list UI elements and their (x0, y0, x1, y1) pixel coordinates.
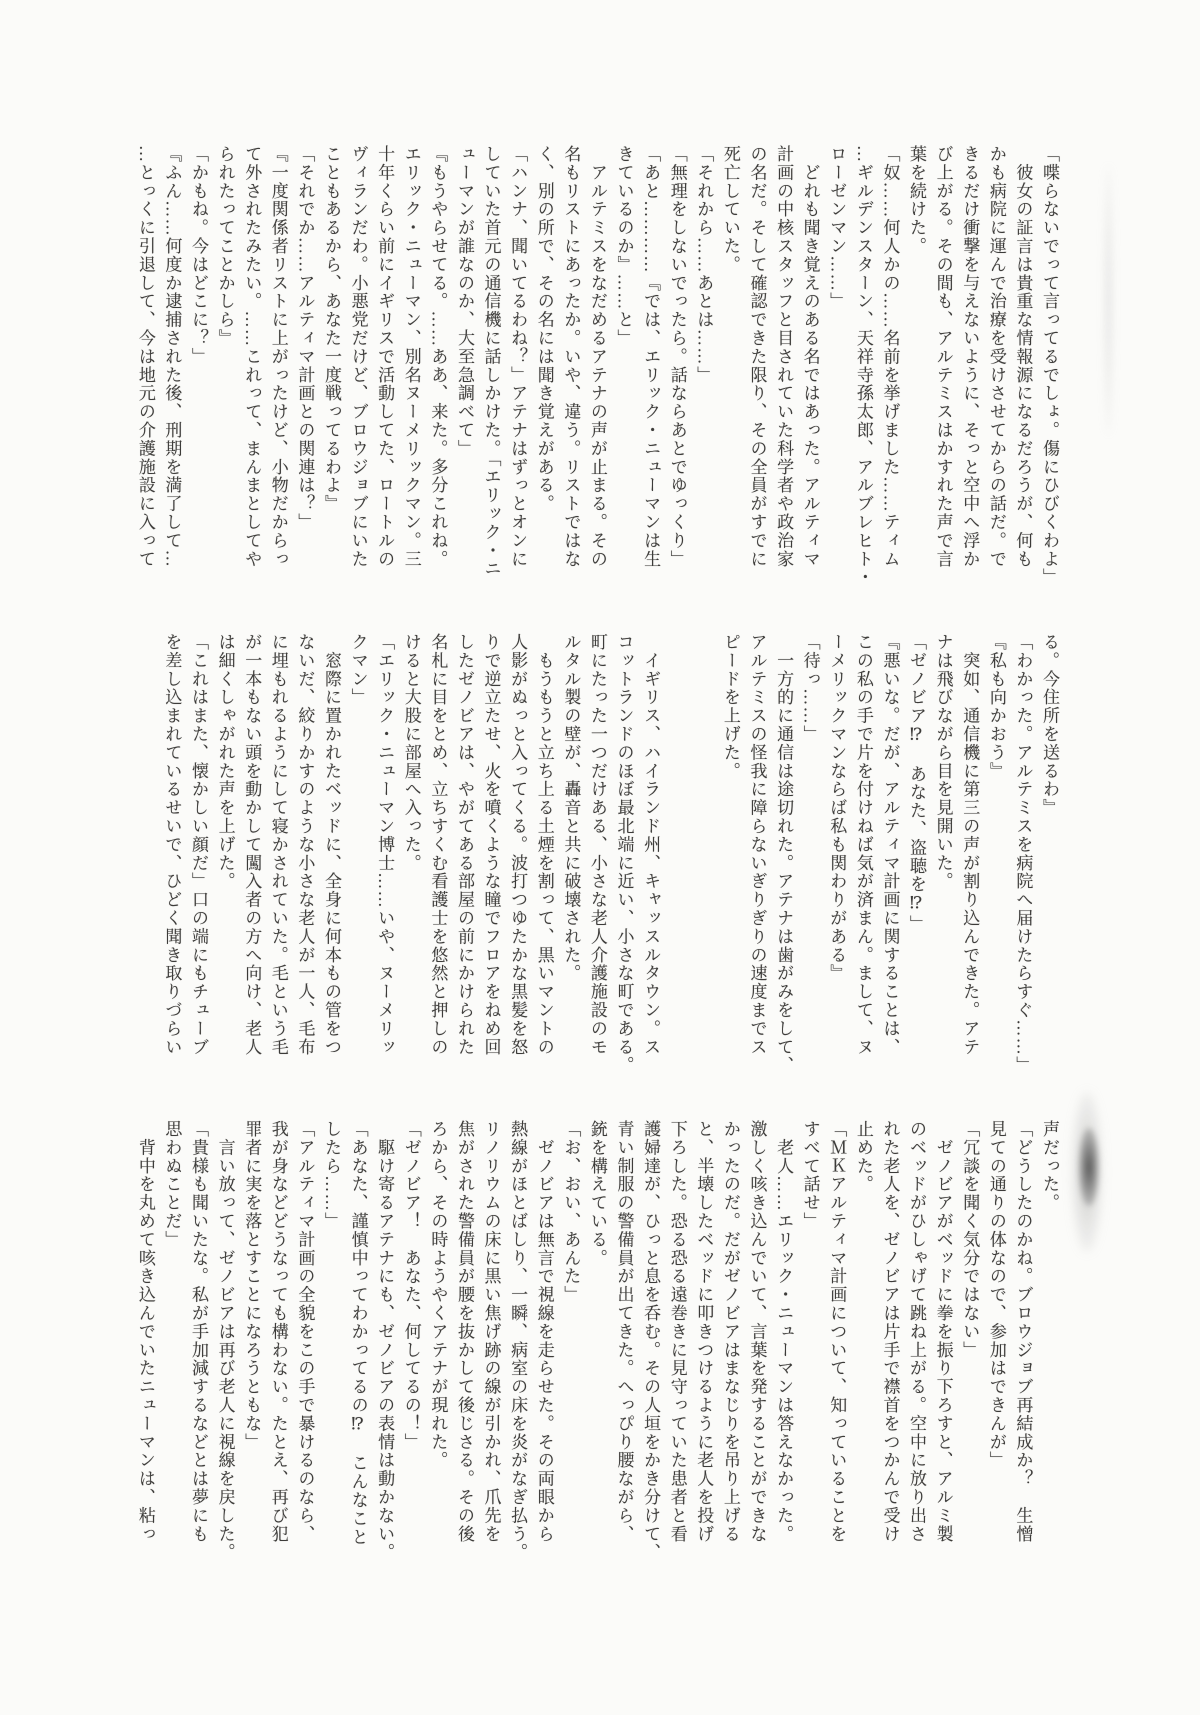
text-column: 窓際に置かれたベッドに、全身に何本もの管をつ (321, 633, 341, 1057)
text-column: リノリウムの床に黒い焦げ跡の線が引かれ、爪先を (481, 1120, 501, 1544)
text-column: ローゼンマン……」 (827, 145, 847, 311)
text-column: 「どうしたのかね。ブロウジョブ再結成か？ 生憎 (1013, 1120, 1033, 1544)
text-column: 「かもね。今はどこに？」 (189, 145, 208, 366)
text-column: 「アルティマ計画の全貌をこの手で暴けるのなら、 (295, 1120, 315, 1544)
text-column: 罪者に実を落とすことになろうともな」 (242, 1120, 262, 1452)
text-column: 「無理をしないでったら。話ならあとでゆっくり」 (667, 145, 687, 569)
text-column: ろから、その時ようやくアテナが現れた。 (428, 1120, 448, 1470)
text-column: 背中を丸めて咳き込んでいたニューマンは、粘っ (135, 1120, 155, 1544)
text-column: …とっくに引退して、今は地元の介護施設に入って (135, 145, 155, 569)
text-column: が一本もない頭を動かして闖入者の方へ向け、老人 (242, 633, 262, 1057)
text-band-top (131, 145, 1062, 617)
text-band-middle (158, 633, 1062, 1105)
scan-smudge-halo (1072, 1092, 1102, 1252)
text-column: 「エリック・ニューマン博士……いや、ヌーメリッ (375, 633, 395, 1057)
text-column: 「喋らないでって言ってるでしょ。傷にひびくわよ」 (1040, 145, 1059, 587)
text-column: 『もうやらせてる。……ああ、来た。多分これね。 (428, 145, 448, 569)
text-column: 名札に目をとめ、立ちすくむ看護士を悠然と押しの (428, 633, 448, 1057)
text-column: かったのだ。だがゼノビアはまなじりを吊り上げる (720, 1120, 740, 1544)
text-column: こともあるから、あなた一度戦ってるわよ』 (321, 145, 341, 513)
text-column: 「ハンナ、聞いてるわね？」アテナはずっとオンに (508, 145, 528, 569)
text-column: と、半壊したベッドに叩きつけるように老人を投げ (694, 1120, 714, 1544)
text-column: ーメリックマンならば私も関わりがある』 (827, 633, 847, 983)
text-column: 彼女の証言は貴重な情報源になるだろうが、何も (1013, 145, 1033, 569)
text-column: ゼノビアがベッドに拳を振り下ろすと、アルミ製 (933, 1120, 953, 1544)
text-column: したら……」 (321, 1120, 341, 1231)
text-column: アルテミスをなだめるアテナの声が止まる。その (587, 145, 607, 569)
text-column: る。今住所を送るわ』 (1040, 633, 1059, 817)
text-column: ゼノビアは無言で視線を走らせた。その両眼から (534, 1120, 554, 1544)
text-column: は細くしゃがれた声を上げた。 (215, 633, 235, 891)
text-column: …ギルデンスターン、天祥寺孫太郎、アルブレヒト・ (853, 145, 873, 587)
text-column: きるだけ衝撃を与えないように、そっと空中へ浮か (960, 145, 980, 569)
text-column: 人影がぬっと入ってくる。波打つゆたかな黒髪を怒 (508, 633, 528, 1057)
text-column: もうもうと立ち上る土煙を割って、黒いマントの (534, 633, 554, 1057)
text-column: ないだ、絞りかすのような小さな老人が一人、毛布 (295, 633, 315, 1057)
text-column: エリック・ニューマン、別名ヌーメリックマン。三 (401, 145, 421, 569)
text-column: りで逆立たせ、火を噴くような瞳でフロアをねめ回 (481, 633, 501, 1057)
text-column: の名だ。そして確認できた限り、その全員がすでに (747, 145, 767, 569)
text-column: ルタル製の壁が、轟音と共に破壊された。 (561, 633, 581, 983)
text-column: く、別の所で、その名には聞き覚えがある。 (534, 145, 554, 513)
text-column: 熱線がほとばしり、一瞬、病室の床を炎がなぎ払う。 (508, 1120, 528, 1562)
text-column: のベッドがひしゃげて跳ね上がる。空中に放り出さ (907, 1120, 927, 1544)
text-column: に埋もれるようにして寝かされていた。毛という毛 (268, 633, 288, 1057)
text-column (690, 633, 717, 1105)
text-column: れた老人を、ゼノビアは片手で襟首をつかんで受け (880, 1120, 900, 1544)
text-column: アルテミスの怪我に障らないぎりぎりの速度までス (747, 633, 767, 1057)
text-column: イギリス、ハイランド州、キャッスルタウン。ス (641, 633, 661, 1057)
text-column: この私の手で片を付けねば気が済まん。まして、ヌ (853, 633, 873, 1057)
text-column: 「あなた、謹慎中ってわかってるの⁉ こんなこと (348, 1120, 368, 1547)
text-column: コットランドのほぼ最北端に近い、小さな町である。 (614, 633, 634, 1075)
text-column: 『ふん……何度か逮捕された後、刑期を満了して… (162, 145, 182, 569)
text-column: 十年くらい前にイギリスで活動してた、ロートルの (375, 145, 395, 569)
text-column: ナは飛びながら目を見開いた。 (933, 633, 953, 891)
text-column: 「冗談を聞く気分ではない」 (960, 1120, 980, 1360)
text-column: を差し込まれているせいで、ひどく聞き取りづらい (162, 633, 182, 1057)
text-column: 我が身などどうなっても構わない。たとえ、再び犯 (268, 1120, 288, 1544)
text-column: 言い放って、ゼノビアは再び老人に視線を戻した。 (215, 1120, 235, 1562)
text-column: 『悪いな。だが、アルティマ計画に関することは、 (880, 633, 900, 1057)
text-column: 「これはまた、懐かしい顔だ」口の端にもチューブ (189, 633, 208, 1057)
text-column: 「それでか……アルティマ計画との関連は？」 (295, 145, 315, 532)
text-column: ピードを上げた。 (720, 633, 740, 781)
text-column: すべて話せ」 (800, 1120, 820, 1231)
text-column: 止めた。 (853, 1120, 873, 1194)
scan-smudge (1079, 1128, 1099, 1206)
text-column: び上がる。その間も、アルテミスはかすれた声で言 (933, 145, 953, 569)
scan-edge-streak (1104, 165, 1113, 435)
text-column: 『私も向かおう』 (986, 633, 1006, 781)
text-column: 突如、通信機に第三の声が割り込んできた。アテ (960, 633, 980, 1057)
text-column: 「わかった。アルテミスを病院へ届けたらすぐ……」 (1013, 633, 1033, 1075)
text-column: けると大股に部屋へ入った。 (401, 633, 421, 873)
text-column: していた首元の通信機に話しかけた。「エリック・ニ (481, 145, 501, 579)
text-column: 名もリストにあったか。いや、違う。リストではな (561, 145, 581, 569)
text-column: られたってことかしら』 (215, 145, 235, 348)
text-column: したゼノビアは、やがてある部屋の前にかけられた (454, 633, 474, 1057)
text-column: 思わぬことだ」 (162, 1120, 182, 1249)
text-column: 「貴様も聞いたな。私が手加減するなどとは夢にも (189, 1120, 208, 1544)
text-column: 「奴……何人かの……名前を挙げました……ティム (880, 145, 900, 569)
text-column: 「ゼノビア！ あなた、何してるの！」 (401, 1120, 421, 1452)
text-column: 町にたった一つだけある、小さな老人介護施設のモ (587, 633, 607, 1057)
text-column: どれも聞き覚えのある名ではあった。アルティマ (800, 145, 820, 569)
text-column: 青い制服の警備員が出てきた。へっぴり腰ながら、 (614, 1120, 634, 1544)
text-column: 銃を構えている。 (587, 1120, 607, 1268)
text-column: 駆け寄るアテナにも、ゼノビアの表情は動かない。 (375, 1120, 395, 1562)
text-column: 『一度関係者リストに上がったけど、小物だからっ (268, 145, 288, 569)
text-column: 声だった。 (1040, 1120, 1059, 1212)
text-column: 「待っ……」 (800, 633, 820, 744)
text-column: 激しく咳き込んでいて、言葉を発することができな (747, 1120, 767, 1544)
text-column: 老人……エリック・ニューマンは答えなかった。 (774, 1120, 794, 1544)
text-column: 焦がされた警備員が腰を抜かして後じさる。その後 (454, 1120, 474, 1544)
text-column: 計画の中核スタッフと目されていた科学者や政治家 (774, 145, 794, 569)
text-column: 下ろした。恐る恐る遠巻きに見守っていた患者と看 (667, 1120, 687, 1544)
text-column: 「あと…………『では、エリック・ニューマンは生 (641, 145, 661, 569)
text-column: ューマンが誰なのか、大至急調べて」 (454, 145, 474, 458)
text-column: かも病院に運んで治療を受けさせてからの話だ。で (986, 145, 1006, 569)
text-column: 見ての通りの体なので、参加はできんが」 (986, 1120, 1006, 1470)
text-column (663, 633, 690, 1105)
text-column: 護婦達が、ひっと息を呑む。その人垣をかき分けて、 (641, 1120, 661, 1562)
text-column: 「ゼノビア⁉ あなた、盗聴を⁉」 (907, 633, 927, 934)
text-column: きているのか』……と」 (614, 145, 634, 348)
text-column: て外されたみたい。……これって、まんまとしてや (242, 145, 262, 569)
text-column: 「お、おい、あんた」 (561, 1120, 581, 1304)
text-column: 「ＭＫアルティマ計画について、知っていることを (827, 1120, 847, 1544)
text-column: 葉を続けた。 (907, 145, 927, 256)
text-column: ヴィランだわ。小悪党だけど、ブロウジョブにいた (348, 145, 368, 569)
text-column: 一方的に通信は途切れた。アテナは歯がみをして、 (774, 633, 794, 1075)
text-column: クマン」 (348, 633, 368, 707)
text-column: 「それから……あとは……」 (694, 145, 714, 385)
text-band-bottom (131, 1120, 1062, 1592)
text-column: 死亡していた。 (720, 145, 740, 274)
